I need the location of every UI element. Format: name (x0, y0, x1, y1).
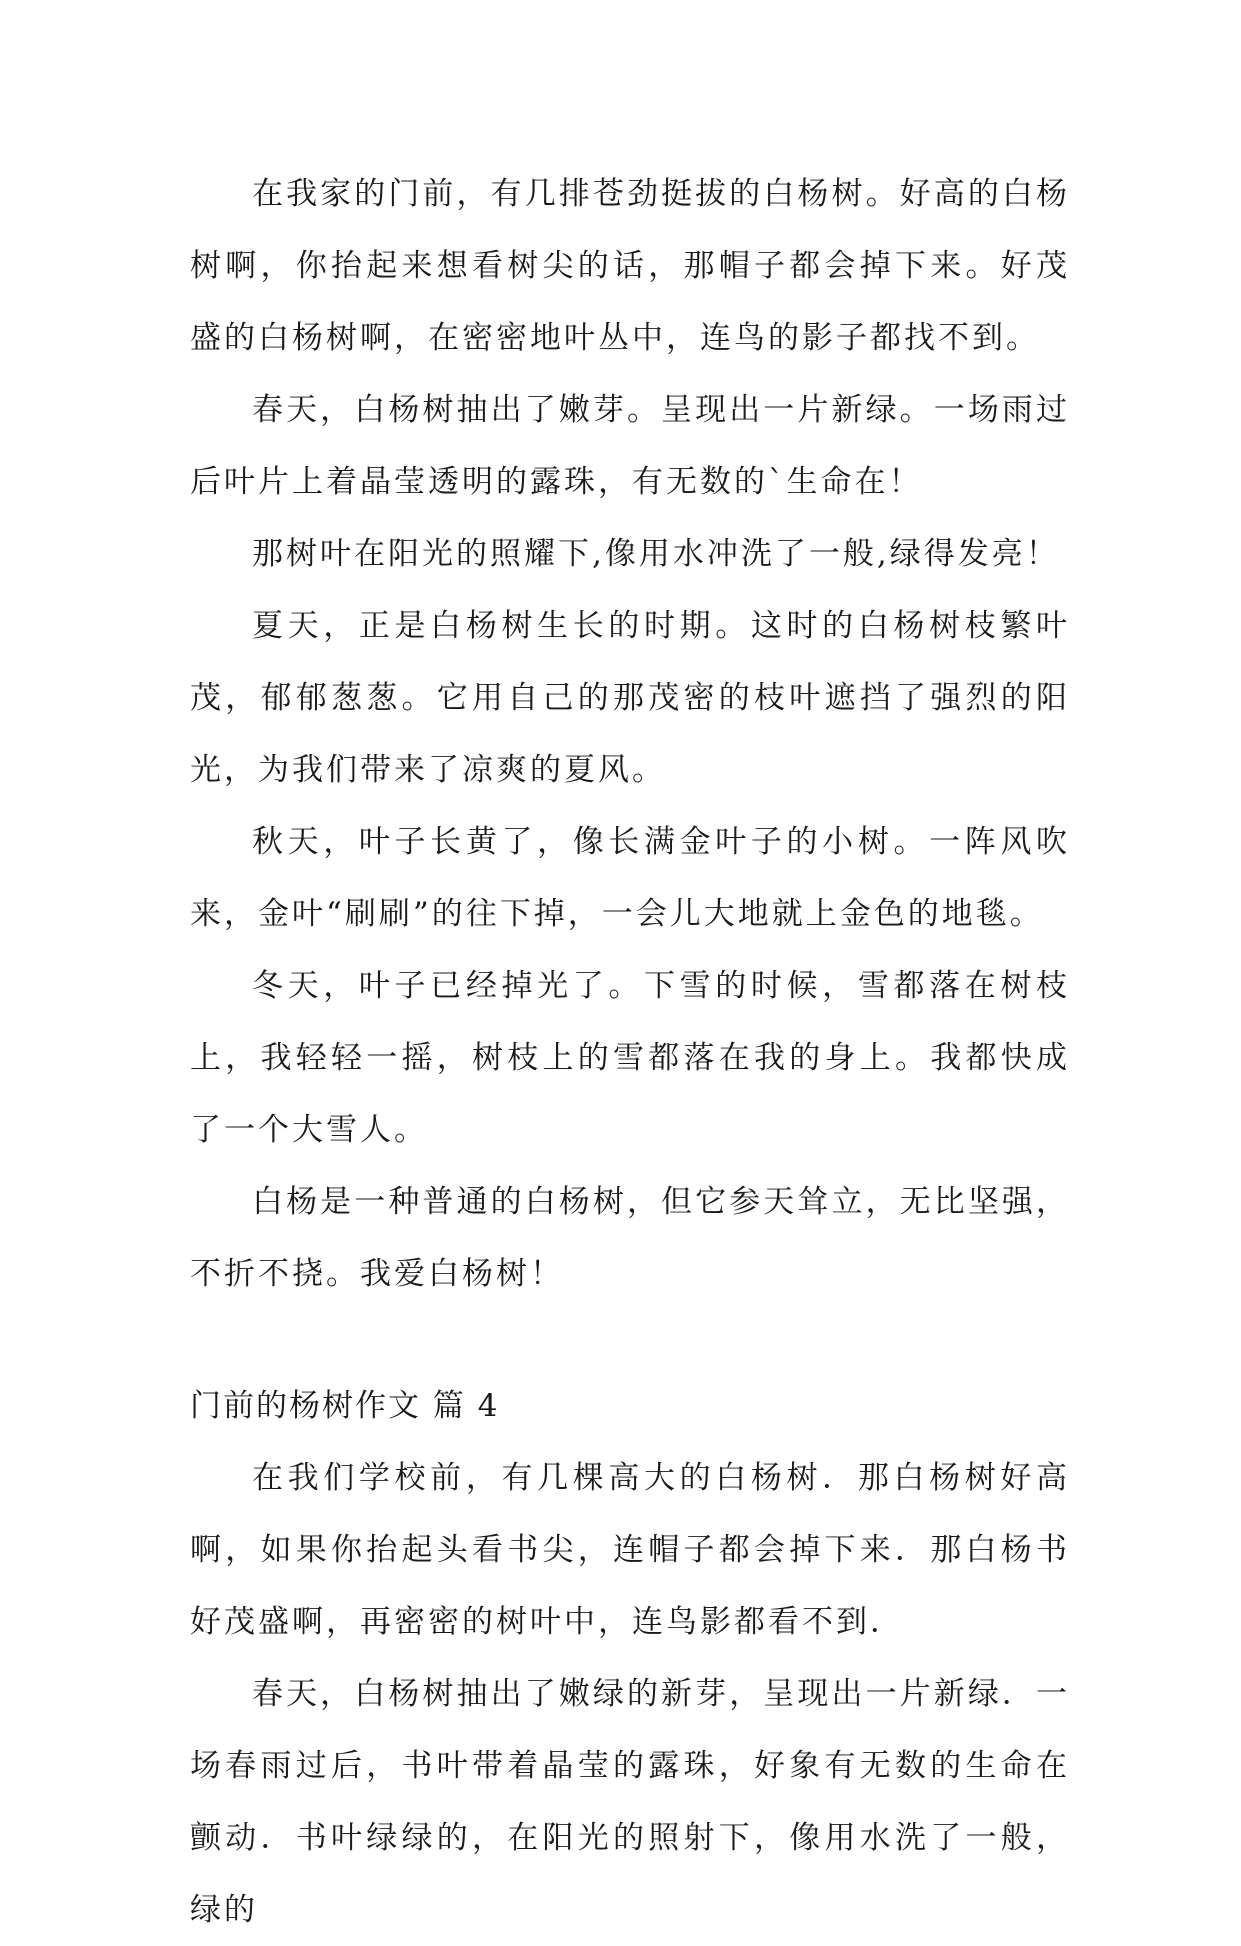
paragraph: 那树叶在阳光的照耀下,像用水冲洗了一般,绿得发亮！ (252, 536, 1060, 572)
paragraph: 在我们学校前，有几棵高大的白杨树．那白杨树好高啊，如果你抬起头看书尖，连帽子都会掉下来．那白杨书好茂盛啊，再密密的树叶中，连鸟影都看不到． (190, 1460, 1070, 1640)
paragraph: 冬天，叶子已经掉光了。下雪的时候，雪都落在树枝上，我轻轻一摇，树枝上的雪都落在我的身上。我都快成了一个大雪人。 (190, 968, 1070, 1148)
paragraph: 春天，白杨树抽出了嫩芽。呈现出一片新绿。一场雨过后叶片上着晶莹透明的露珠，有无数的`生命在！ (190, 392, 1070, 500)
paragraph: 夏天，正是白杨树生长的时期。这时的白杨树枝繁叶茂，郁郁葱葱。它用自己的那茂密的枝叶遮挡了强烈的阳光，为我们带来了凉爽的夏风。 (190, 608, 1070, 788)
paragraph: 在我家的门前，有几排苍劲挺拔的白杨树。好高的白杨树啊，你抬起来想看树尖的话，那帽子都会掉下来。好茂盛的白杨树啊，在密密地叶丛中，连鸟的影子都找不到。 (190, 176, 1070, 356)
paragraph: 秋天，叶子长黄了，像长满金叶子的小树。一阵风吹来，金叶“刷刷”的往下掉，一会儿大地就上金色的地毯。 (190, 824, 1070, 932)
paragraph: 春天，白杨树抽出了嫩绿的新芽，呈现出一片新绿．一场春雨过后，书叶带着晶莹的露珠，好象有无数的生命在颤动．书叶绿绿的，在阳光的照射下，像用水洗了一般，绿的 (190, 1676, 1070, 1928)
section-heading: 门前的杨树作文 篇 4 (190, 1388, 500, 1424)
paragraph: 白杨是一种普通的白杨树，但它参天耸立，无比坚强，不折不挠。我爱白杨树！ (190, 1184, 1070, 1292)
document-body (190, 158, 1070, 1946)
